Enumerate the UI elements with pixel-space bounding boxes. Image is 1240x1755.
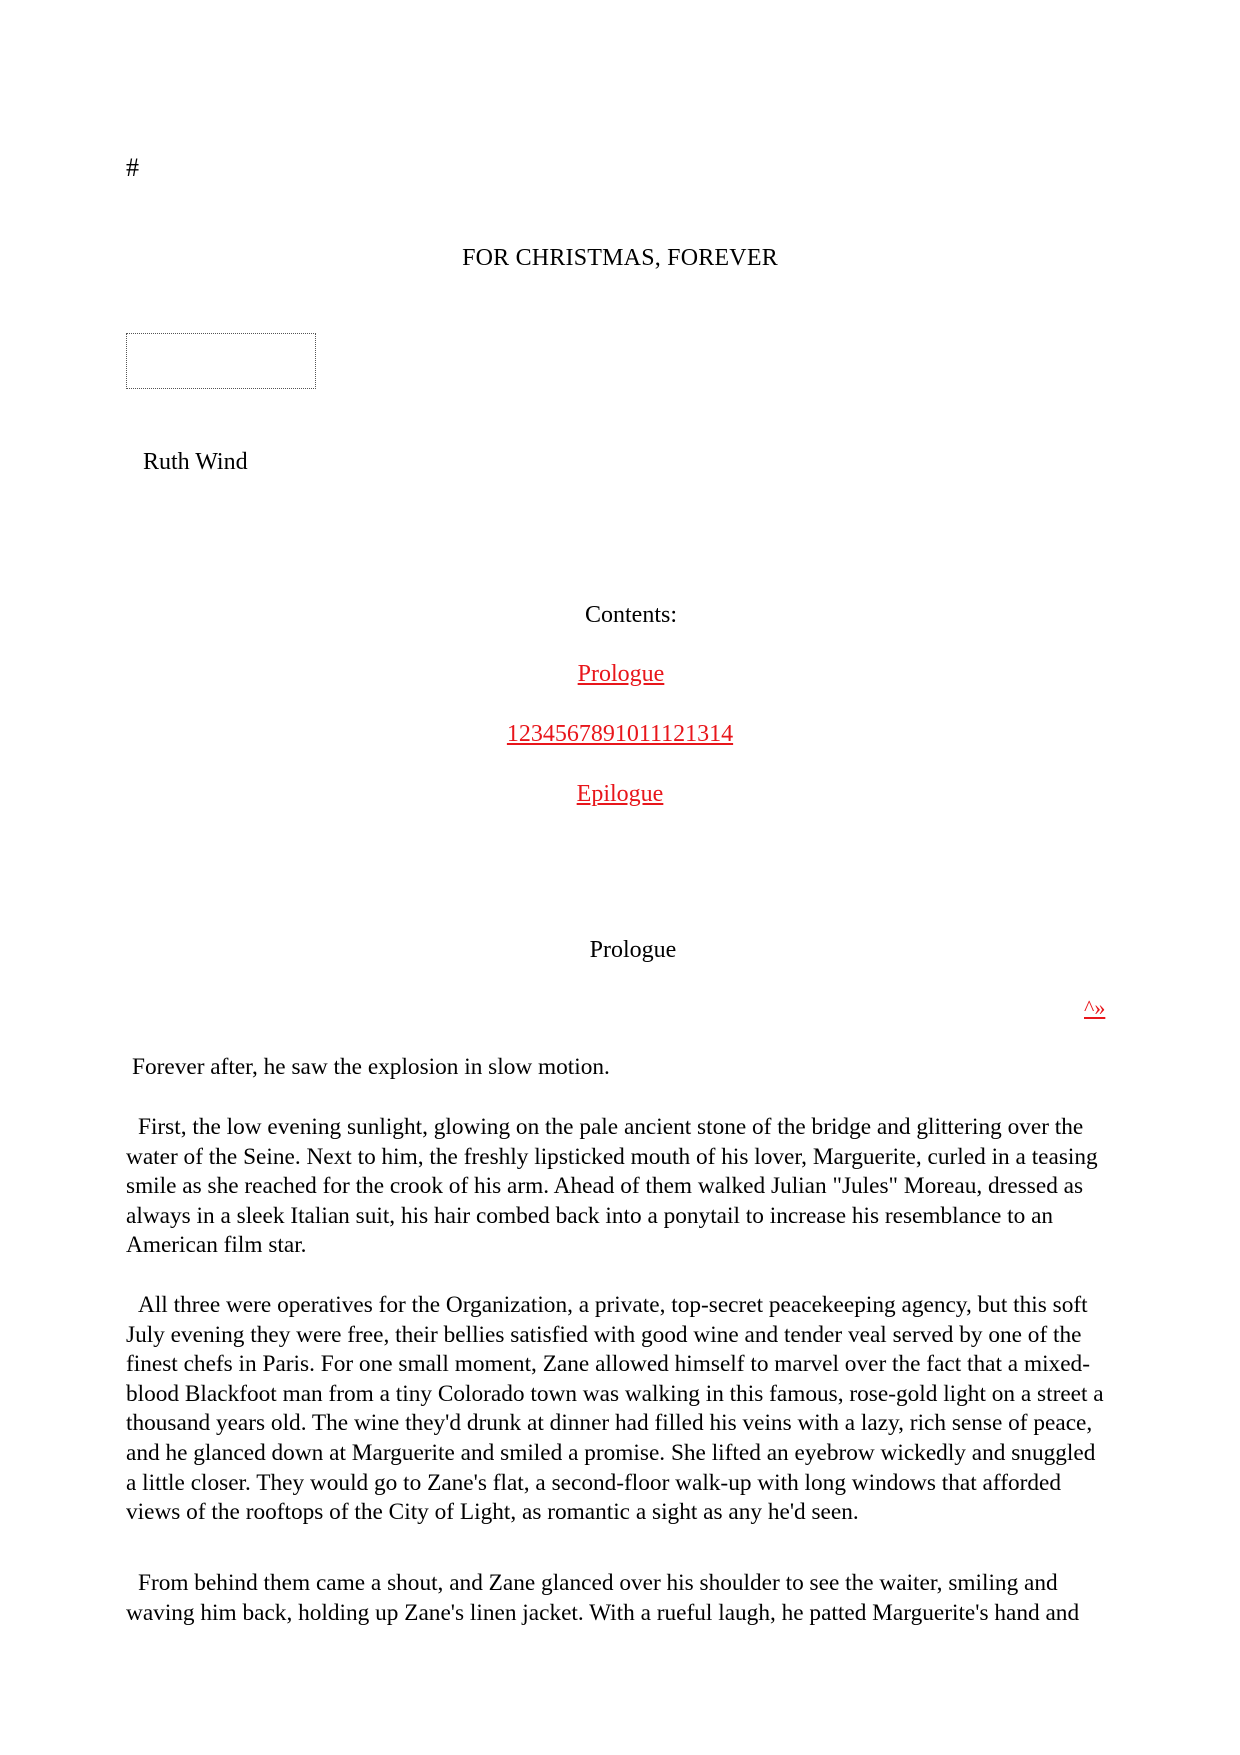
toc-link-chapters[interactable]: 1234567891011121314 [506, 721, 734, 747]
body-paragraph: First, the low evening sunlight, glowing on the pale ancient stone of the bridge and glittering over the water of the Seine. Next to him, the freshly lipsticked mouth of his lover, Marguerite, curled in a teasing smile as she reached for the crook of his arm. Ahead of them walked Julian "Jules" Moreau, dressed as always in a sleek Italian suit, his hair combed back into a ponytail to increase his resemblance to an American film star. [126, 1114, 1098, 1259]
contents-label: Contents: [584, 602, 677, 628]
body-paragraph: All three were operatives for the Organization, a private, top-secret peacekeeping agency, but this soft July evening they were free, their bellies satisfied with good wine and tender veal served by one of the finest chefs in Paris. For one small moment, Zane allowed himself to marvel over the fact that a mixed-blood Blackfoot man from a tiny Colorado town was walking in this famous, rose-gold light on a street a thousand years old. The wine they'd drunk at dinner had filled his veins with a lazy, rich sense of peace, and he glanced down at Marguerite and smiled a promise. She lifted an eyebrow wickedly and snuggled a little closer. They would go to Zane's flat, a second-floor walk-up with long windows that afforded views of the rooftops of the City of Light, as romantic a sight as any he'd seen. [126, 1292, 1104, 1526]
chapter-heading: Prologue [589, 937, 677, 963]
body-paragraph: Forever after, he saw the explosion in slow motion. [132, 1054, 610, 1080]
toc-link-epilogue[interactable]: Epilogue [576, 781, 664, 807]
book-title: FOR CHRISTMAS, FOREVER [462, 245, 778, 271]
body-paragraph: From behind them came a shout, and Zane glanced over his shoulder to see the waiter, smiling and waving him back, holding up Zane's linen jacket. With a rueful laugh, he patted Marguerite's hand and [126, 1570, 1080, 1626]
page-marker: # [126, 153, 139, 182]
toc-link-prologue[interactable]: Prologue [577, 661, 665, 687]
author-name: Ruth Wind [143, 449, 248, 475]
next-chapter-link[interactable]: ^» [1084, 995, 1106, 1020]
cover-image-placeholder [126, 333, 316, 389]
